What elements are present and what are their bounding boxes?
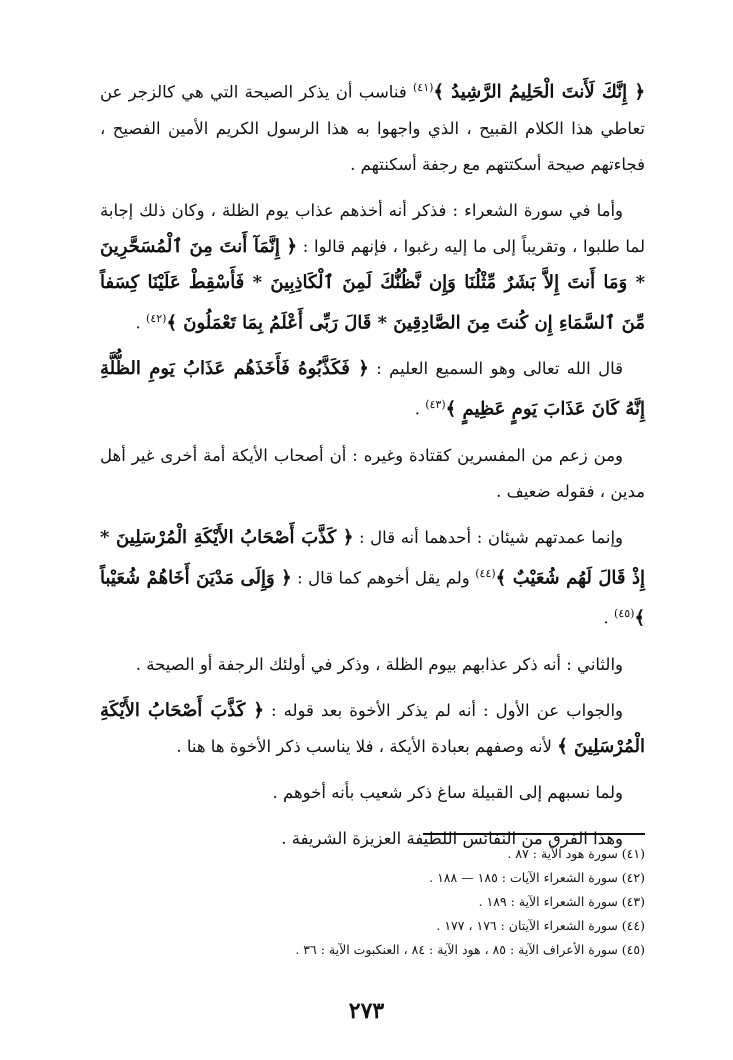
paragraph-7 — [100, 693, 645, 765]
body-text: فناسب أن يذكر الصيحة التي هي كالزجر عن تعاطي هذا الكلام القبيح ، الذي واجهوا به هذا الرسول الكريم الأمين الفصيح ، فجاءتهم صيحة أسكتتهم مع رجفة أسكنتهم . — [100, 82, 645, 174]
body-text: ولما نسبهم إلى القبيلة ساغ ذكر شعيب بأنه أخوهم . — [272, 782, 623, 802]
body-text: لأنه وصفهم بعبادة الأيكة ، فلا يناسب ذكر الأخوة ها هنا . — [176, 736, 558, 756]
body-text-tail: . — [135, 313, 147, 332]
body-text: وهذا الفرق من النفائس اللطيفة العزيزة الشريفة . — [281, 828, 623, 848]
paragraph-8 — [100, 775, 645, 811]
footnote: (٤٥) سورة الأعراف الآية : ٨٥ ، هود الآية : ٨٤ ، العنكبوت الآية : ٣٦ . — [295, 942, 645, 957]
footnote-ref: (٤٣) — [425, 398, 446, 411]
footnote-ref: (٤٢) — [146, 311, 167, 325]
footnote: (٤١) سورة هود الآية : ٨٧ . — [507, 846, 645, 861]
body-text-tail: . — [414, 399, 426, 419]
quran-verse: ﴿ فَكَذَّبُوهُ فَأَخَذَهُم عَذَابُ يَومِ الظُّلَّةِ إِنَّهُ كَانَ عَذَابَ يَومٍ عَظِيمٍ ﴾ — [100, 358, 645, 420]
quran-verse: ﴿ كَذَّبَ أَصْحَابُ الأَيْكَةِ الْمُرْسَلِينَ * إِذْ قَالَ لَهُم شُعَيْبٌ ﴾ — [100, 526, 645, 588]
body-text: والثاني : أنه ذكر عذابهم بيوم الظلة ، وذكر في أولئك الرجفة أو الصيحة . — [135, 654, 623, 674]
paragraph-4 — [100, 438, 645, 510]
footnote-divider — [423, 833, 645, 835]
quran-verse: ﴿ إِنَّكَ لَأَنتَ الْحَلِيمُ الرَّشِيدُ ﴾ — [433, 81, 645, 103]
body-text-tail: . — [603, 608, 615, 628]
footnotes — [225, 842, 645, 962]
body-text: والجواب عن الأول : أنه لم يذكر الأخوة بعد قوله : — [263, 700, 623, 720]
body-text: قال الله تعالى وهو السميع العليم : — [368, 359, 623, 378]
paragraph-2 — [100, 193, 645, 342]
paragraph-5 — [100, 520, 645, 637]
body-text: ومن زعم من المفسرين كقتادة وغيره : أن أصحاب الأيكة أمة أخرى غير أهل مدين ، فقوله ضعيف . — [100, 445, 645, 501]
body-text: وإنما عمدتهم شيئان : أحدهما أنه قال : — [353, 527, 624, 547]
page-number: ٢٧٣ — [348, 998, 385, 1024]
footnote-ref: (٤٤) — [475, 566, 496, 580]
footnote-ref: (٤١) — [412, 81, 434, 94]
footnote: (٤٢) سورة الشعراء الآيات : ١٨٥ — ١٨٨ . — [429, 870, 645, 885]
body-text: ولم يقل أخوهم كما قال : — [291, 568, 476, 587]
quran-verse: ﴿ إِنَّمَآ أَنتَ مِنَ ٱلْمُسَحَّرِينَ * وَمَا أَنتَ إِلاَّ بَشَرٌ مِّثْلُنَا وَإِن نَّظُنُّكَ لَمِنَ ٱلْكَاذِبِينَ * فَأَسْقِطْ عَلَيْنَا كِسَفاً مِّنَ ٱلسَّمَاءِ إِن كُنتَ مِنَ الصَّادِقِينَ * قَالَ رَبِّى أَعْلَمُ بِمَا تَعْمَلُونَ ﴾ — [100, 235, 645, 333]
paragraph-1 — [100, 70, 645, 183]
footnote-ref: (٤٥) — [614, 607, 635, 620]
body-text: وأما في سورة الشعراء : فذكر أنه أخذهم عذاب يوم الظلة ، وكان ذلك إجابة لما طلبوا ، وتقريباً إلى ما إليه رغبوا ، فإنهم قالوا : — [100, 200, 645, 256]
quran-verse: ﴿ كَذَّبَ أَصْحَابُ الأَيْكَةِ الْمُرْسَلِينَ ﴾ — [100, 699, 645, 757]
quran-verse: ﴿ وَإِلَى مَدْيَنَ أَخَاهُمْ شُعَيْباً ﴾ — [100, 567, 645, 629]
paragraph-3 — [100, 351, 645, 428]
footnote: (٤٤) سورة الشعراء الآيتان : ١٧٦ ، ١٧٧ . — [436, 918, 645, 933]
paragraph-6 — [100, 647, 645, 683]
footnote: (٤٣) سورة الشعراء الآية : ١٨٩ . — [478, 894, 645, 909]
